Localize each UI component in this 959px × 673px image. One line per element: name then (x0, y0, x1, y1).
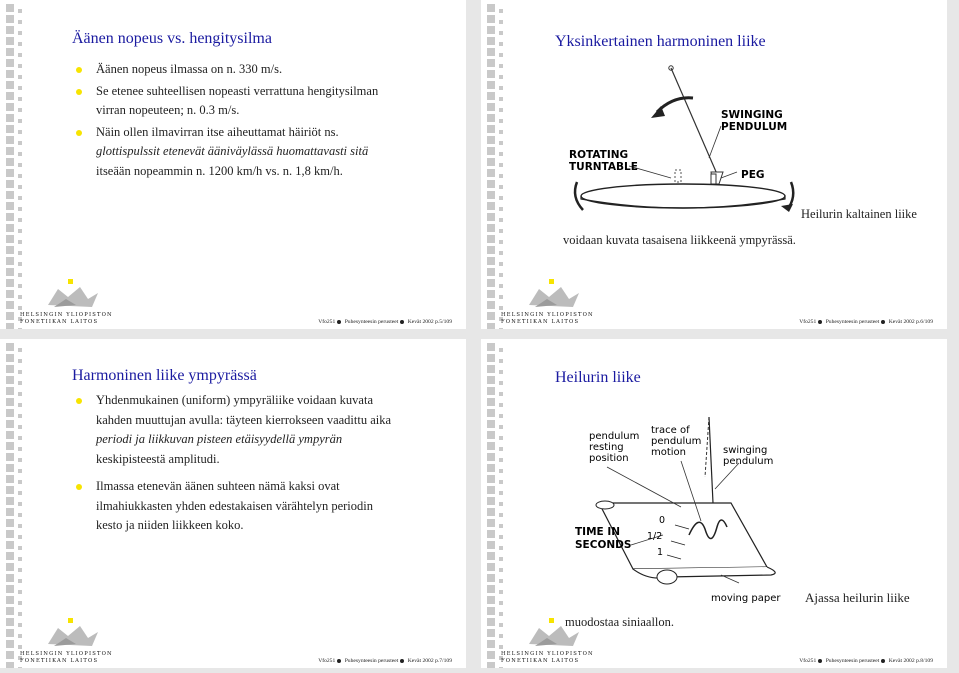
figure-label: motion (651, 447, 687, 458)
footer-page: p.6/109 (916, 319, 933, 325)
footer-page: p.5/109 (435, 319, 452, 325)
bullet-icon (76, 484, 82, 490)
bullet-line: virran nopeuteen; n. 0.3 m/s. (96, 103, 240, 117)
footer-course: Vfo251 (799, 658, 817, 664)
figure-label: SECONDS (575, 539, 632, 551)
figure-label: moving paper (711, 593, 781, 604)
pendulum-turntable-figure (561, 62, 801, 220)
figure-label: TIME IN (575, 526, 621, 538)
university-line: FONETIIKAN LAITOS (501, 318, 580, 325)
slide-footer (318, 319, 452, 325)
slide-footer (799, 658, 933, 664)
slide-title: Yksinkertainen harmoninen liike (555, 33, 766, 50)
slide-title: Heilurin liike (555, 369, 641, 386)
university-name (501, 312, 594, 325)
university-line: HELSINGIN YLIOPISTON (501, 651, 594, 657)
slide-2 (481, 0, 947, 329)
university-line: FONETIIKAN LAITOS (501, 657, 580, 664)
bullet-line: Äänen nopeus ilmassa on n. 330 m/s. (96, 62, 283, 76)
figure-label: 1 (657, 547, 664, 558)
footer-course: Vfo251 (318, 319, 336, 325)
bullet-list (72, 391, 462, 538)
figure-label: position (589, 453, 629, 464)
bullet-line: Se etenee suhteellisen nopeasti verrattuna hengitysilman (96, 83, 379, 98)
bullet-line: keskipisteestä amplitudi. (96, 451, 220, 466)
university-name (20, 312, 113, 325)
footer-course: Vfo251 (799, 319, 817, 325)
slide-footer (318, 658, 452, 664)
figure-label: swinging (723, 445, 768, 456)
bullet-item (72, 123, 462, 182)
bullet-item (72, 477, 462, 536)
slide-1 (0, 0, 466, 329)
bullet-line: kahden muuttujan avulla: täyteen kierrokseen vaadittu aika (96, 412, 392, 427)
footer-course: Vfo251 (318, 658, 336, 664)
figure-label: SWINGING (721, 109, 783, 121)
bullet-item (72, 391, 462, 469)
bullet-item (72, 82, 462, 121)
university-name (20, 651, 113, 664)
footer-page: p.7/109 (435, 658, 452, 664)
pendulum-trace-figure (571, 417, 791, 607)
bullet-line: ilmahiukkasten yhden edestakaisen värähtelyn periodin (96, 498, 373, 513)
footer-topic: Puhesynteesin perusteet (344, 319, 399, 325)
figure-caption: voidaan kuvata tasaisena liikkeenä ympyrässä. (563, 233, 796, 247)
figure-label: pendulum (651, 436, 702, 447)
figure-label: PEG (741, 169, 765, 181)
university-line: HELSINGIN YLIOPISTON (20, 312, 113, 318)
slide-title: Äänen nopeus vs. hengitysilma (72, 30, 272, 47)
bullet-line: kesto ja niiden liikkeen koko. (96, 518, 244, 532)
university-line: FONETIIKAN LAITOS (20, 657, 99, 664)
slide-footer (799, 319, 933, 325)
bullet-line: glottispulssit etenevät ääniväylässä huomattavasti sitä (96, 144, 369, 158)
footer-topic: Puhesynteesin perusteet (825, 319, 880, 325)
bullet-line: itseään nopeammin n. 1200 km/h vs. n. 1,8 km/h. (96, 163, 343, 178)
bullet-line: Yhdenmukainen (uniform) ympyräliike voidaan kuvata (96, 393, 374, 407)
bullet-icon (76, 398, 82, 404)
figure-label: pendulum (723, 456, 774, 467)
university-logo-icon (18, 279, 118, 313)
footer-term: Kevät 2002 (888, 658, 915, 664)
bullet-line: periodi ja liikkuvan pisteen etäisyydellä ympyrän (96, 432, 343, 446)
university-logo-icon (499, 279, 599, 313)
figure-caption: muodostaa siniaallon. (565, 615, 675, 629)
university-line: HELSINGIN YLIOPISTON (501, 312, 594, 318)
figure-label: resting (589, 442, 624, 453)
bullet-icon (76, 130, 82, 136)
figure-caption: Heilurin kaltainen liike (801, 207, 917, 221)
slide-4 (481, 339, 947, 668)
slide-3 (0, 339, 466, 668)
figure-label: trace of (651, 425, 690, 436)
figure-caption: Ajassa heilurin liike (805, 590, 910, 605)
bullet-line: Ilmassa etenevän äänen suhteen nämä kaksi ovat (96, 479, 340, 493)
bullet-list (72, 60, 462, 183)
figure-label: ROTATING (569, 149, 629, 161)
bullet-item (72, 60, 462, 80)
figure-label: pendulum (589, 431, 640, 442)
bullet-icon (76, 89, 82, 95)
footer-topic: Puhesynteesin perusteet (825, 658, 880, 664)
footer-topic: Puhesynteesin perusteet (344, 658, 399, 664)
university-name (501, 651, 594, 664)
figure-label: TURNTABLE (569, 161, 638, 173)
slide-title: Harmoninen liike ympyrässä (72, 367, 257, 384)
university-logo-icon (18, 618, 118, 652)
figure-label: 1/2 (647, 531, 663, 542)
university-line: HELSINGIN YLIOPISTON (20, 651, 113, 657)
figure-label: 0 (659, 515, 666, 526)
footer-term: Kevät 2002 (407, 658, 434, 664)
university-logo-icon (499, 618, 599, 652)
footer-page: p.8/109 (916, 658, 933, 664)
university-line: FONETIIKAN LAITOS (20, 318, 99, 325)
bullet-line: Näin ollen ilmavirran itse aiheuttamat häiriöt ns. (96, 124, 339, 139)
footer-term: Kevät 2002 (888, 319, 915, 325)
figure-label: PENDULUM (721, 121, 788, 133)
bullet-icon (76, 67, 82, 73)
footer-term: Kevät 2002 (407, 319, 434, 325)
